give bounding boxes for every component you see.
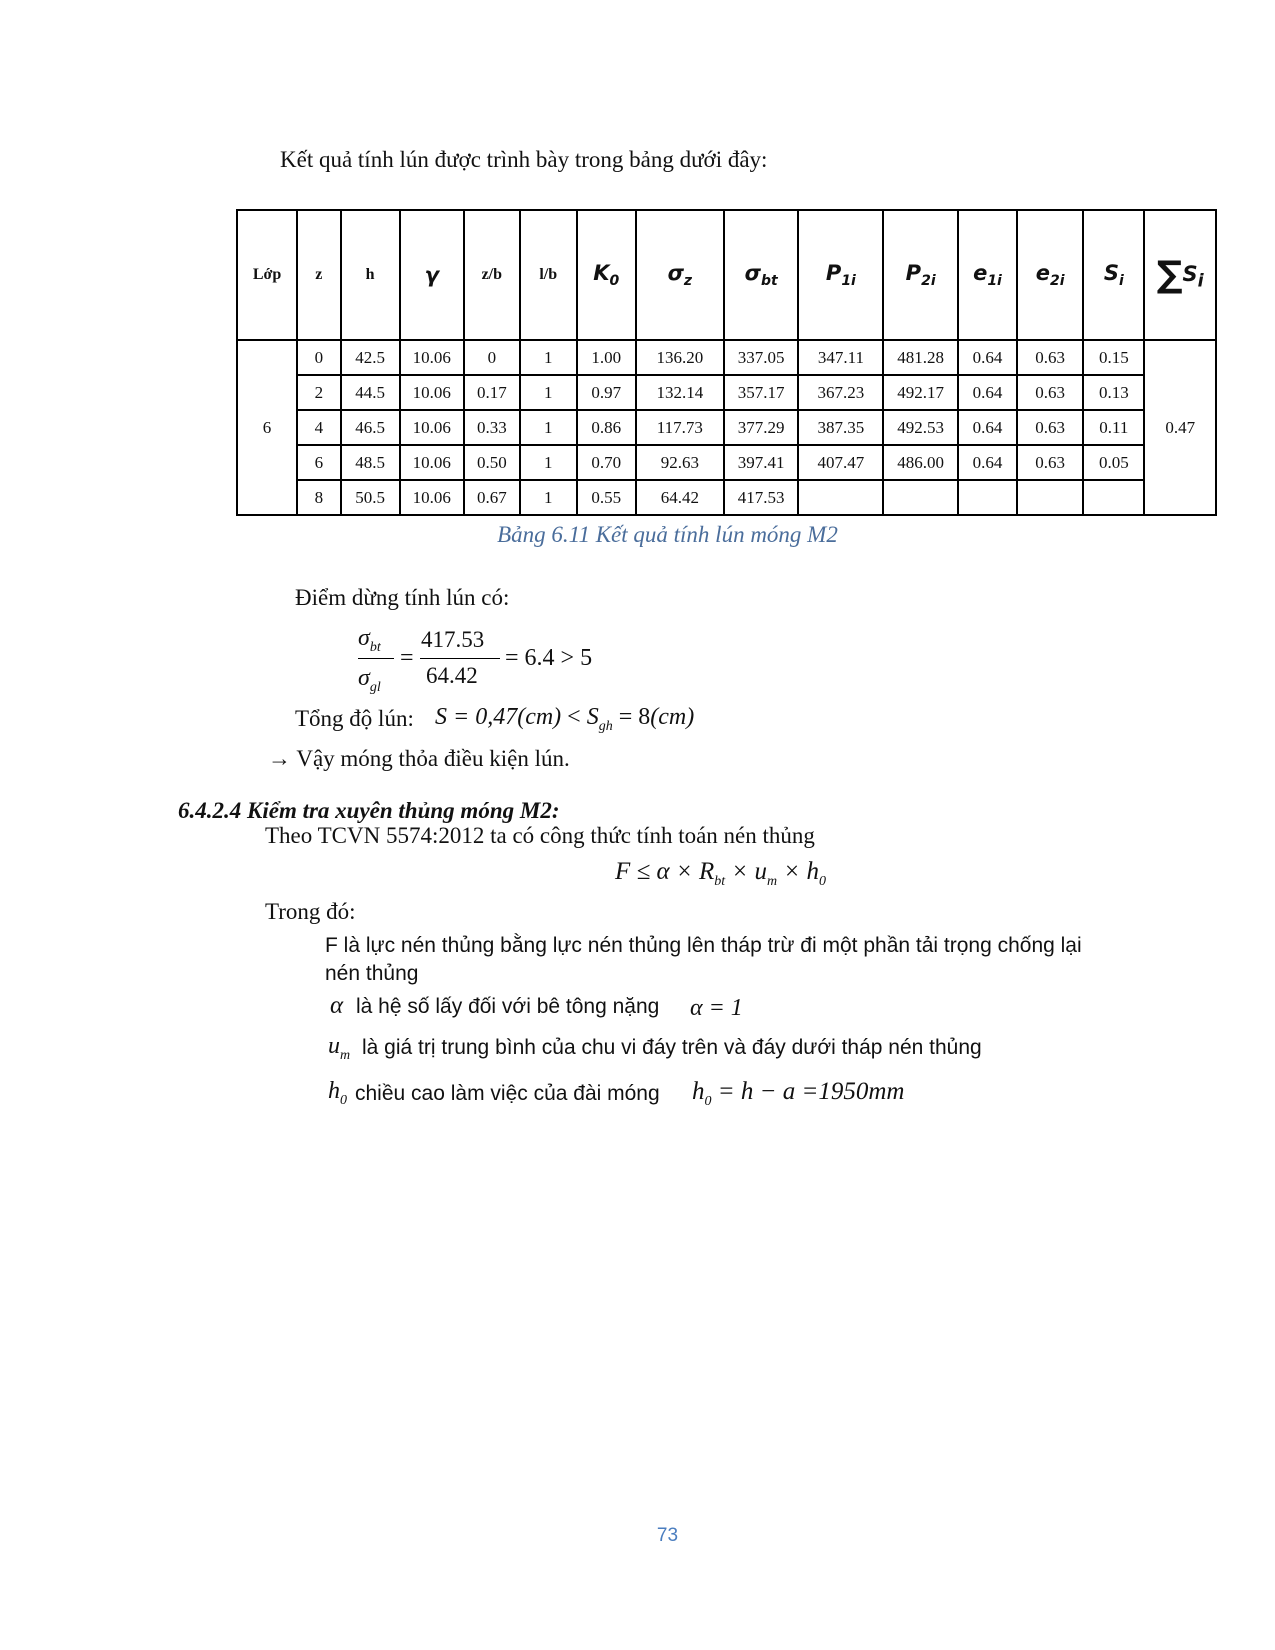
cell-k0: 1.00 <box>577 340 636 375</box>
cell-k0: 0.55 <box>577 480 636 515</box>
intro-text: Kết quả tính lún được trình bày trong bảng dưới đây: <box>280 147 768 172</box>
ratio-result: = 6.4 > 5 <box>505 645 593 671</box>
cell-gamma: 10.06 <box>400 375 464 410</box>
cell-z: 6 <box>297 445 341 480</box>
cell-gamma: 10.06 <box>400 480 464 515</box>
cell-sigma-z: 132.14 <box>636 375 724 410</box>
cell-sigma-z: 64.42 <box>636 480 724 515</box>
cell-si: 0.13 <box>1083 375 1144 410</box>
cell-lb: 1 <box>520 445 577 480</box>
where-text: Trong đó: <box>265 899 356 924</box>
table-row <box>237 480 1216 515</box>
def-h0: chiều cao làm việc của đài móng <box>355 1082 660 1105</box>
header-p1i: $P_{1i}$ <box>798 210 883 340</box>
header-h: h <box>341 210 400 340</box>
cell-p2i <box>883 480 958 515</box>
cell-p2i: 481.28 <box>883 340 958 375</box>
sgh-symbol: $S_{gh}$ <box>586 704 613 734</box>
cell-si <box>1083 480 1144 515</box>
cell-lb: 1 <box>520 480 577 515</box>
cell-lb: 1 <box>520 410 577 445</box>
cell-e1i: 0.64 <box>958 445 1017 480</box>
cell-p1i: 347.11 <box>798 340 883 375</box>
sigma-bt-symbol: $\sigma_{bt}$ <box>358 625 381 655</box>
h0-formula: $h_0 = h - a =1950mm$ <box>692 1078 905 1109</box>
stop-point-text: Điểm dừng tính lún có: <box>295 585 510 610</box>
sigma-gl-symbol: $\sigma_{gl}$ <box>358 665 381 695</box>
table-row <box>237 375 1216 410</box>
h0-value: = h − a =1950mm <box>717 1078 905 1105</box>
cell-e2i: 0.63 <box>1017 410 1083 445</box>
header-sigma-bt: $\sigma_{bt}$ <box>724 210 799 340</box>
cell-sigma-z: 117.73 <box>636 410 724 445</box>
cell-e2i <box>1017 480 1083 515</box>
cell-zb: 0.50 <box>464 445 520 480</box>
conclusion-text: → Vậy móng thỏa điều kiện lún. <box>268 746 570 771</box>
cell-p1i: 407.47 <box>798 445 883 480</box>
settlement-table <box>236 209 1217 516</box>
header-p2i: $P_{2i}$ <box>883 210 958 340</box>
sgh-unit: (cm) <box>650 704 695 730</box>
cell-lb: 1 <box>520 375 577 410</box>
cell-e2i: 0.63 <box>1017 445 1083 480</box>
cell-zb: 0.33 <box>464 410 520 445</box>
header-gamma: γ <box>400 210 464 340</box>
cell-gamma: 10.06 <box>400 340 464 375</box>
cell-k0: 0.97 <box>577 375 636 410</box>
header-sigma-z: $\sigma_z$ <box>636 210 724 340</box>
cell-p1i: 367.23 <box>798 375 883 410</box>
cell-p2i: 486.00 <box>883 445 958 480</box>
table-header-row <box>237 210 1216 340</box>
cell-p2i: 492.53 <box>883 410 958 445</box>
layer-cell: 6 <box>237 340 297 515</box>
header-si: $S_i$ <box>1083 210 1144 340</box>
page-number: 73 <box>656 1525 679 1546</box>
cell-p1i: 387.35 <box>798 410 883 445</box>
cell-h: 48.5 <box>341 445 400 480</box>
cell-e2i: 0.63 <box>1017 340 1083 375</box>
cell-h: 50.5 <box>341 480 400 515</box>
less-than: < <box>561 704 587 730</box>
cell-k0: 0.70 <box>577 445 636 480</box>
cell-z: 0 <box>297 340 341 375</box>
cell-si: 0.05 <box>1083 445 1144 480</box>
sum-si-cell: 0.47 <box>1144 340 1216 515</box>
def-f-line2: nén thủng <box>325 962 419 985</box>
cell-sigma-bt: 377.29 <box>724 410 799 445</box>
um-symbol: $u_m$ <box>328 1033 351 1063</box>
def-alpha: là hệ số lấy đối với bê tông nặng <box>356 995 660 1018</box>
total-settlement-label: Tổng độ lún: <box>295 706 414 731</box>
cell-e1i: 0.64 <box>958 410 1017 445</box>
header-k0: $K_0$ <box>577 210 636 340</box>
s-value: S = 0,47 <box>435 704 518 730</box>
cell-sigma-bt: 337.05 <box>724 340 799 375</box>
cell-h: 44.5 <box>341 375 400 410</box>
cell-p1i <box>798 480 883 515</box>
cell-sigma-z: 92.63 <box>636 445 724 480</box>
cell-e1i <box>958 480 1017 515</box>
header-sum-si: $\sum S_i$ <box>1144 210 1216 340</box>
table-caption: Bảng 6.11 Kết quả tính lún móng M2 <box>497 522 838 547</box>
cell-z: 8 <box>297 480 341 515</box>
alpha-symbol: α <box>330 992 344 1019</box>
table-row <box>237 445 1216 480</box>
cell-z: 2 <box>297 375 341 410</box>
theory-text: Theo TCVN 5574:2012 ta có công thức tính toán nén thủng <box>265 823 815 848</box>
header-lop: Lớp <box>237 210 297 340</box>
s-unit: (cm) <box>517 704 562 730</box>
fraction-bar <box>358 658 394 659</box>
table-row <box>237 410 1216 445</box>
def-um: là giá trị trung bình của chu vi đáy trên và đáy dưới tháp nén thủng <box>362 1036 982 1059</box>
cell-h: 46.5 <box>341 410 400 445</box>
cell-h: 42.5 <box>341 340 400 375</box>
header-zb: z/b <box>464 210 520 340</box>
cell-si: 0.15 <box>1083 340 1144 375</box>
equals-sign: = <box>400 645 414 671</box>
header-e2i: $e_{2i}$ <box>1017 210 1083 340</box>
cell-gamma: 10.06 <box>400 410 464 445</box>
cell-lb: 1 <box>520 340 577 375</box>
cell-e2i: 0.63 <box>1017 375 1083 410</box>
cell-sigma-bt: 397.41 <box>724 445 799 480</box>
sgh-value: = 8 <box>612 704 651 730</box>
ratio-numerator: 417.53 <box>421 627 485 652</box>
fraction-bar <box>420 658 500 659</box>
punching-formula: $F \le \alpha \times R_{bt} \times u_m \times h_0$ <box>615 858 827 889</box>
cell-zb: 0.17 <box>464 375 520 410</box>
cell-z: 4 <box>297 410 341 445</box>
header-e1i: $e_{1i}$ <box>958 210 1017 340</box>
cell-zb: 0 <box>464 340 520 375</box>
cell-e1i: 0.64 <box>958 375 1017 410</box>
cell-e1i: 0.64 <box>958 340 1017 375</box>
cell-p2i: 492.17 <box>883 375 958 410</box>
table-row <box>237 340 1216 375</box>
cell-sigma-bt: 417.53 <box>724 480 799 515</box>
header-lb: l/b <box>520 210 577 340</box>
cell-si: 0.11 <box>1083 410 1144 445</box>
total-settlement-formula <box>435 704 694 735</box>
cell-sigma-z: 136.20 <box>636 340 724 375</box>
cell-sigma-bt: 357.17 <box>724 375 799 410</box>
cell-zb: 0.67 <box>464 480 520 515</box>
def-f-line1: F là lực nén thủng bằng lực nén thủng lên tháp trừ đi một phần tải trọng chống lại <box>325 934 1082 957</box>
alpha-value: α = 1 <box>690 995 743 1021</box>
header-z: z <box>297 210 341 340</box>
h0-symbol: $h_0$ <box>328 1078 347 1108</box>
ratio-denominator: 64.42 <box>426 663 478 688</box>
cell-k0: 0.86 <box>577 410 636 445</box>
section-heading: 6.4.2.4 Kiểm tra xuyên thủng móng M2: <box>178 798 560 823</box>
cell-gamma: 10.06 <box>400 445 464 480</box>
